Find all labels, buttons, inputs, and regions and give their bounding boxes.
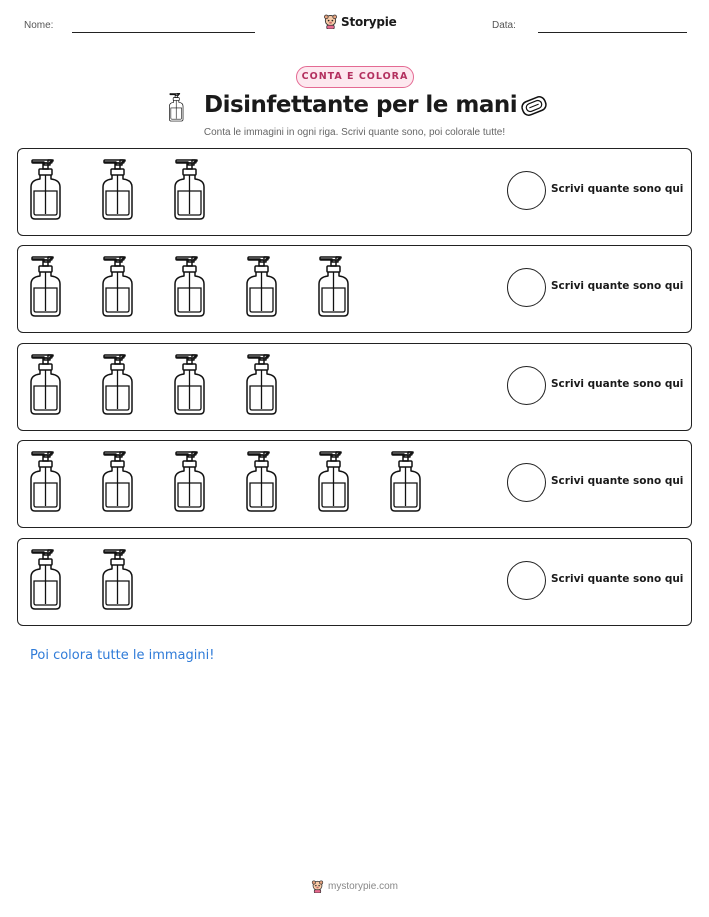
- storypie-mascot-icon: [323, 14, 338, 29]
- answer-circle[interactable]: [507, 171, 546, 210]
- answer-label: Scrivi quante sono qui: [551, 573, 684, 585]
- site-footer: [0, 880, 709, 893]
- soap-bar-icon: [519, 94, 549, 118]
- name-line[interactable]: [72, 32, 255, 33]
- answer-label: Scrivi quante sono qui: [551, 183, 684, 195]
- hand-sanitizer-bottle-icon[interactable]: [100, 254, 134, 318]
- title-row: [0, 92, 709, 122]
- hand-sanitizer-bottle-icon[interactable]: [100, 449, 134, 513]
- hand-sanitizer-icon: [166, 92, 186, 122]
- brand-name: Storypie: [341, 14, 397, 29]
- name-label: Nome:: [24, 20, 54, 31]
- footer-note: Poi colora tutte le immagini!: [30, 648, 215, 663]
- worksheet-header: [0, 14, 709, 38]
- answer-circle[interactable]: [507, 463, 546, 502]
- instructions: Conta le immagini in ogni riga. Scrivi quante sono, poi colorale tutte!: [203, 127, 506, 138]
- brand-logo: [323, 14, 397, 29]
- row-items: [28, 449, 422, 521]
- hand-sanitizer-bottle-icon[interactable]: [172, 254, 206, 318]
- hand-sanitizer-bottle-icon[interactable]: [100, 352, 134, 416]
- storypie-mascot-icon: [311, 880, 324, 893]
- hand-sanitizer-bottle-icon[interactable]: [28, 254, 62, 318]
- hand-sanitizer-bottle-icon[interactable]: [100, 547, 134, 611]
- hand-sanitizer-bottle-icon[interactable]: [28, 547, 62, 611]
- hand-sanitizer-bottle-icon[interactable]: [316, 254, 350, 318]
- answer-circle[interactable]: [507, 561, 546, 600]
- activity-tag: CONTA E COLORA: [296, 66, 414, 88]
- counting-row: [17, 148, 692, 236]
- date-label: Data:: [492, 20, 516, 31]
- hand-sanitizer-bottle-icon[interactable]: [244, 352, 278, 416]
- hand-sanitizer-bottle-icon[interactable]: [28, 449, 62, 513]
- row-items: [28, 352, 278, 424]
- counting-row: [17, 343, 692, 431]
- hand-sanitizer-bottle-icon[interactable]: [244, 254, 278, 318]
- site-url: mystorypie.com: [327, 881, 398, 892]
- hand-sanitizer-bottle-icon[interactable]: [244, 449, 278, 513]
- counting-row: [17, 440, 692, 528]
- answer-label: Scrivi quante sono qui: [551, 378, 684, 390]
- counting-row: [17, 245, 692, 333]
- answer-label: Scrivi quante sono qui: [551, 475, 684, 487]
- answer-circle[interactable]: [507, 268, 546, 307]
- hand-sanitizer-bottle-icon[interactable]: [388, 449, 422, 513]
- hand-sanitizer-bottle-icon[interactable]: [172, 449, 206, 513]
- row-items: [28, 157, 206, 229]
- hand-sanitizer-bottle-icon[interactable]: [172, 352, 206, 416]
- row-items: [28, 547, 134, 619]
- hand-sanitizer-bottle-icon[interactable]: [316, 449, 350, 513]
- page-title: Disinfettante per le mani: [204, 92, 518, 118]
- answer-circle[interactable]: [507, 366, 546, 405]
- answer-label: Scrivi quante sono qui: [551, 280, 684, 292]
- counting-row: [17, 538, 692, 626]
- date-line[interactable]: [538, 32, 687, 33]
- row-items: [28, 254, 350, 326]
- hand-sanitizer-bottle-icon[interactable]: [100, 157, 134, 221]
- hand-sanitizer-bottle-icon[interactable]: [172, 157, 206, 221]
- hand-sanitizer-bottle-icon[interactable]: [28, 352, 62, 416]
- hand-sanitizer-bottle-icon[interactable]: [28, 157, 62, 221]
